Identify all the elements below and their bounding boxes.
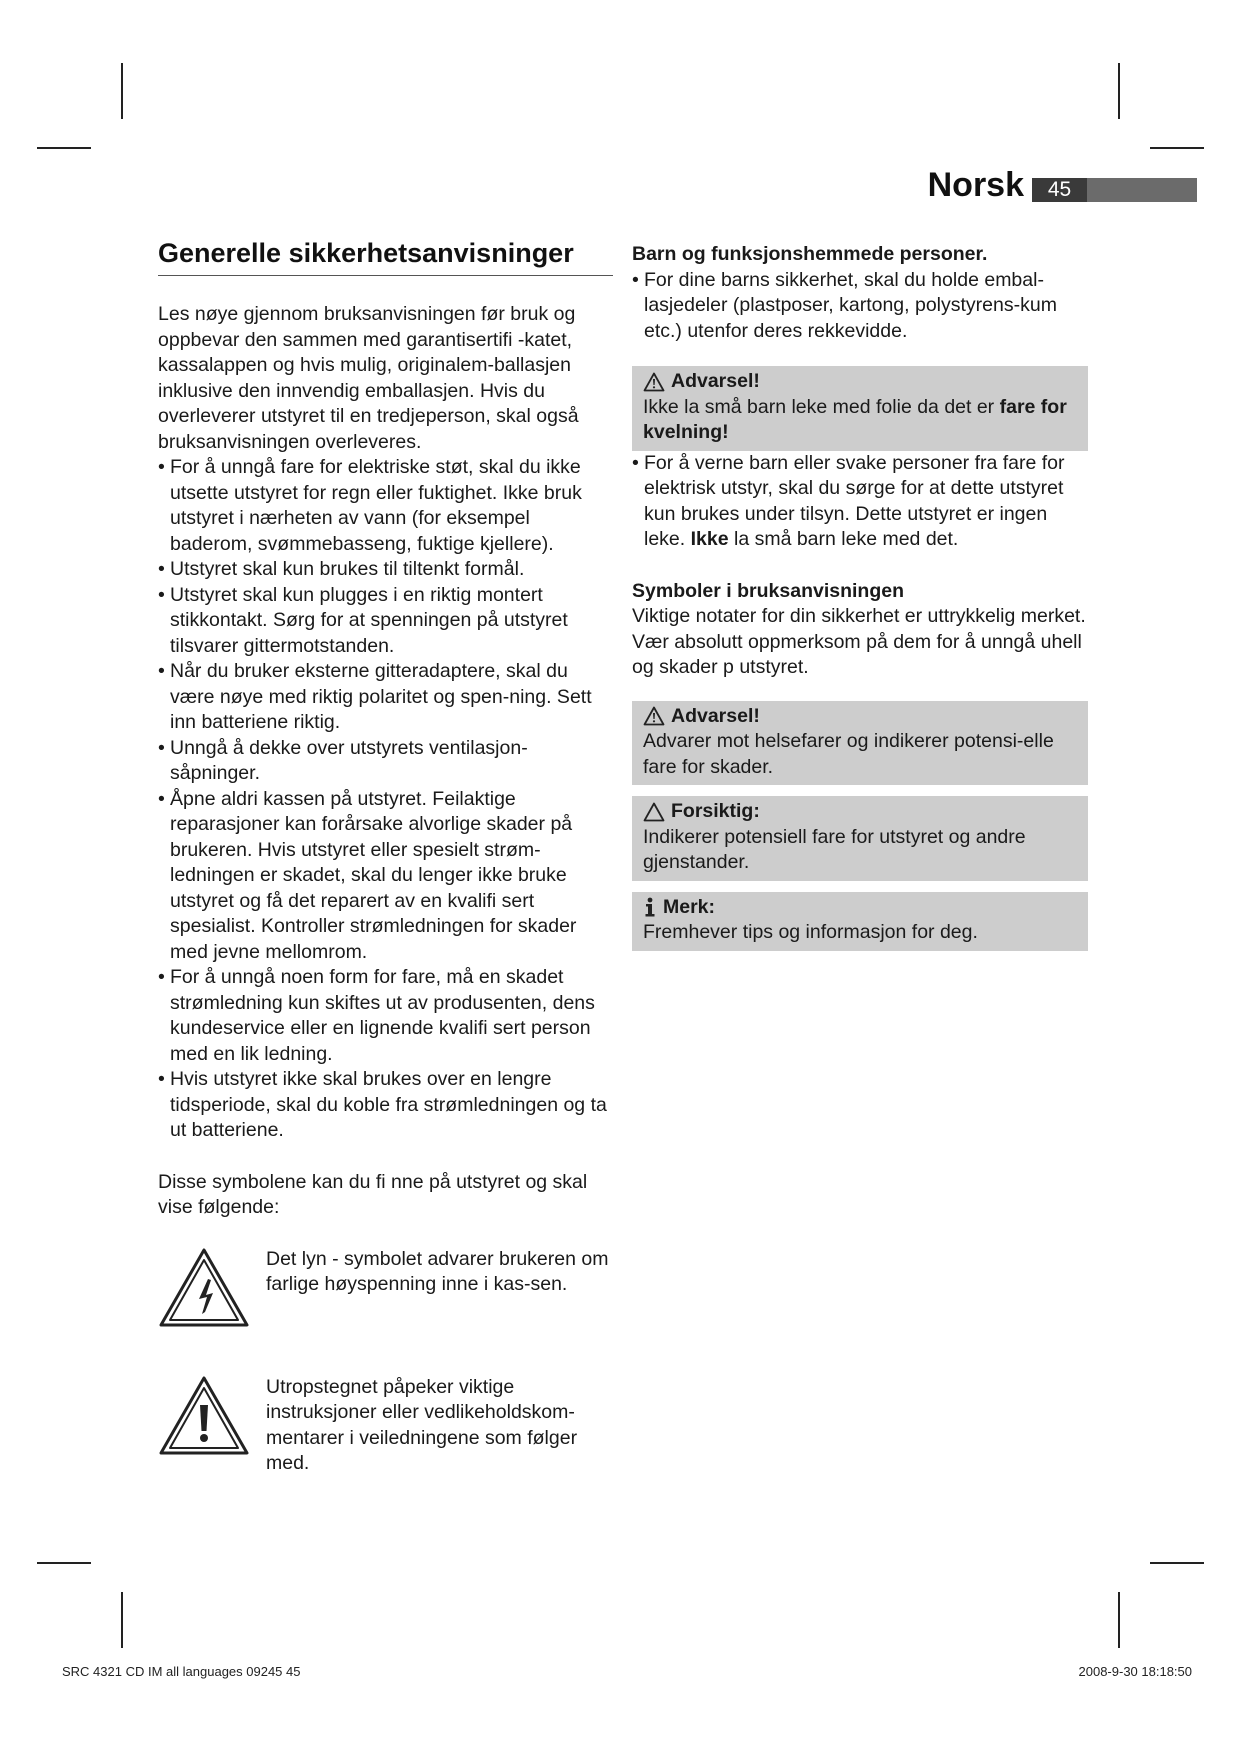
crop-mark (37, 1562, 91, 1564)
info-icon (643, 897, 657, 917)
warning-text: Ikke la små barn leke med folie da det er (643, 395, 1000, 418)
safety-list (158, 455, 613, 1144)
exclamation-symbol-row (158, 1375, 613, 1485)
page-header (920, 166, 1197, 206)
children-list (632, 268, 1088, 345)
list-item: • For å unngå fare for elektriske støt, skal du ikke utsette utstyret for regn eller fuktighet. Ikke bruk utstyret i nærheten av vann (for eksempel baderom, svømmebasseng, fuktige kjellere). (158, 455, 613, 557)
note-box (632, 892, 1088, 951)
language-label: Norsk (927, 166, 1024, 204)
crop-mark (121, 63, 123, 119)
caution-title: Forsiktig: (671, 800, 760, 822)
left-column (158, 238, 613, 1485)
lightning-symbol-text: Det lyn - symbolet advarer brukeren om farlige høyspenning inne i kas-sen. (266, 1247, 609, 1295)
list-item: • Utstyret skal kun plugges i en riktig montert stikkontakt. Sørg for at spenningen på utstyret tilsvarer gittermotstanden. (158, 583, 613, 660)
list-item-tail: la små barn leke med det. (728, 528, 959, 550)
note-title: Merk: (663, 895, 716, 918)
warning-text-bold: fare for kvelning! (643, 395, 1067, 443)
list-item-text: For å verne barn eller svake personer fra fare for elektrisk utstyr, skal du sørge for at dette utstyret kun brukes under tilsyn. Dette utstyret er ingen leke. (644, 451, 1065, 550)
note-text: Fremhever tips og informasjon for deg. (643, 921, 978, 943)
list-item: • For å unngå noen form for fare, må en skadet strømledning kun skiftes ut av produsenten, dens kundeservice eller en lignende kvalifi sert person med en lik ledning. (158, 965, 613, 1067)
children-heading: Barn og funksjonshemmede personer. (632, 243, 988, 265)
page-number: 45 (1032, 178, 1087, 202)
crop-mark (1118, 63, 1120, 119)
list-item: • Når du bruker eksterne gitteradaptere, skal du være nøye med riktig polaritet og spen-ning. Sett inn batteriene riktig. (158, 659, 613, 736)
section-title: Generelle sikkerhetsanvisninger (158, 238, 613, 276)
list-item (632, 451, 1088, 553)
list-item: • Unngå å dekke over utstyrets ventilasjon-såpninger. (158, 736, 613, 787)
footer-timestamp: 2008-9-30 18:18:50 (1078, 1664, 1192, 1679)
exclamation-warning-icon (158, 1375, 250, 1457)
crop-mark (1118, 1592, 1120, 1648)
intro-paragraph: Les nøye gjennom bruksanvisningen før bruk og oppbevar den sammen med garantisertifi -katet, kassalappen og hvis mulig, originalem-ballasjen inklusive den innvendig emballasjen. Hvis du overleverer utstyret til en tredjeperson, skal også bruksanvisningen overleveres. (158, 303, 579, 453)
list-item-bold: Ikke (690, 528, 729, 550)
footer-document-id: SRC 4321 CD IM all languages 09245 45 (62, 1664, 301, 1679)
symbols-intro: Disse symbolene kan du fi nne på utstyret og skal vise følgende: (158, 1170, 588, 1218)
symbols-heading: Symboler i bruksanvisningen (632, 579, 904, 602)
warning-title: Advarsel! (671, 370, 760, 392)
exclamation-symbol-text: Utropstegnet påpeker viktige instruksjoner eller vedlikeholdskom-mentarer i veiledningene som følger med. (266, 1375, 578, 1474)
caution-text: Indikerer potensiell fare for utstyret og andre gjenstander. (643, 825, 1026, 873)
list-item: • Åpne aldri kassen på utstyret. Feilaktige reparasjoner kan forårsake alvorlige skader på brukeren. Hvis utstyret eller spesielt strøm-ledningen er skadet, skal du lenger ikke bruke utstyret og få det reparert av en kvalifi sert spesialist. Kontroller strømledningen for skader med jevne mellomrom. (158, 787, 613, 966)
warning-text: Advarer mot helsefarer og indikerer potensi-elle fare for skader. (643, 730, 1054, 778)
warning-box (632, 366, 1088, 451)
crop-mark (121, 1592, 123, 1648)
warning-box (632, 701, 1088, 786)
symbols-text: Viktige notater for din sikkerhet er uttrykkelig merket. Vær absolutt oppmerksom på dem for å unngå uhell og skader p utstyret. (632, 605, 1086, 678)
right-column (632, 242, 1088, 951)
caution-triangle-icon (643, 802, 665, 822)
crop-mark (1150, 1562, 1204, 1564)
list-item: • Hvis utstyret ikke skal brukes over en lengre tidsperiode, skal du koble fra strømledningen og ta ut batteriene. (158, 1067, 613, 1144)
list-item: • For dine barns sikkerhet, skal du holde embal-lasjedeler (plastposer, kartong, polystyrens-kum etc.) utenfor deres rekkevidde. (632, 268, 1088, 345)
list-item: • Utstyret skal kun brukes til tiltenkt formål. (158, 557, 613, 583)
warning-triangle-icon (643, 706, 665, 726)
lightning-symbol-row (158, 1247, 613, 1343)
crop-mark (37, 147, 91, 149)
header-bar (1087, 178, 1197, 202)
lightning-warning-icon (158, 1247, 250, 1329)
warning-triangle-icon (643, 372, 665, 392)
symbols-section (632, 579, 1088, 681)
crop-mark (1150, 147, 1204, 149)
caution-box (632, 796, 1088, 881)
supervision-list (632, 451, 1088, 553)
warning-title: Advarsel! (671, 704, 760, 727)
